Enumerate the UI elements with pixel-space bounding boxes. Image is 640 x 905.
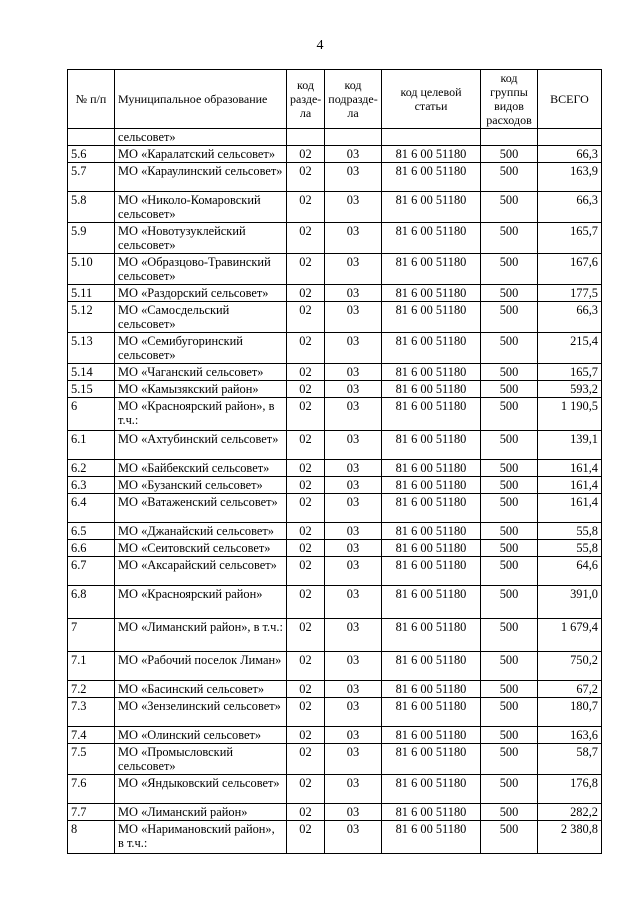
section-code: 02: [287, 775, 325, 804]
row-number: [68, 129, 115, 146]
total-amount: 391,0: [538, 586, 602, 619]
target-article-code: 81 6 00 51180: [382, 821, 481, 854]
section-code: 02: [287, 364, 325, 381]
section-code: 02: [287, 494, 325, 523]
municipality-name: МО «Сеитовский сельсовет»: [115, 540, 287, 557]
total-amount: 215,4: [538, 333, 602, 364]
subsection-code: 03: [325, 460, 382, 477]
municipality-name: МО «Николо-Комаровский сельсовет»: [115, 192, 287, 223]
subsection-code: 03: [325, 652, 382, 681]
municipality-name: МО «Камызякский район»: [115, 381, 287, 398]
expense-group-code: 500: [481, 333, 538, 364]
section-code: 02: [287, 381, 325, 398]
expense-group-code: 500: [481, 586, 538, 619]
municipality-name: МО «Ахтубинский сельсовет»: [115, 431, 287, 460]
total-amount: 64,6: [538, 557, 602, 586]
table-row: [68, 652, 602, 681]
section-code: 02: [287, 146, 325, 163]
subsection-code: 03: [325, 163, 382, 192]
subsection-code: 03: [325, 494, 382, 523]
municipality-name: МО «Образцово-Травинский сельсовет»: [115, 254, 287, 285]
page-number: 4: [316, 38, 324, 53]
municipality-name: МО «Караулинский сельсовет»: [115, 163, 287, 192]
row-number: 5.6: [68, 146, 115, 163]
municipality-name: МО «Лиманский район», в т.ч.:: [115, 619, 287, 652]
subsection-code: 03: [325, 192, 382, 223]
subsection-code: 03: [325, 254, 382, 285]
table-row: [68, 333, 602, 364]
subsection-code: 03: [325, 431, 382, 460]
expense-group-code: 500: [481, 192, 538, 223]
total-amount: 167,6: [538, 254, 602, 285]
table-row: [68, 494, 602, 523]
target-article-code: 81 6 00 51180: [382, 744, 481, 775]
section-code: 02: [287, 744, 325, 775]
table-row: [68, 557, 602, 586]
subsection-code: 03: [325, 821, 382, 854]
subsection-code: 03: [325, 727, 382, 744]
target-article-code: 81 6 00 51180: [382, 698, 481, 727]
municipality-name: МО «Красноярский район»: [115, 586, 287, 619]
table-row: [68, 775, 602, 804]
row-number: 5.12: [68, 302, 115, 333]
total-amount: 165,7: [538, 223, 602, 254]
expense-group-code: 500: [481, 460, 538, 477]
header-section: код разде-ла: [287, 70, 325, 129]
total-amount: 282,2: [538, 804, 602, 821]
total-amount: 176,8: [538, 775, 602, 804]
section-code: 02: [287, 557, 325, 586]
row-number: 5.13: [68, 333, 115, 364]
table-row: [68, 431, 602, 460]
subsection-code: 03: [325, 364, 382, 381]
row-number: 6.6: [68, 540, 115, 557]
municipality-name: МО «Каралатский сельсовет»: [115, 146, 287, 163]
total-amount: 1 190,5: [538, 398, 602, 431]
subsection-code: [325, 129, 382, 146]
total-amount: 161,4: [538, 460, 602, 477]
row-number: 5.14: [68, 364, 115, 381]
row-number: 7.3: [68, 698, 115, 727]
expense-group-code: 500: [481, 364, 538, 381]
target-article-code: 81 6 00 51180: [382, 619, 481, 652]
target-article-code: 81 6 00 51180: [382, 254, 481, 285]
target-article-code: 81 6 00 51180: [382, 727, 481, 744]
target-article-code: 81 6 00 51180: [382, 586, 481, 619]
target-article-code: [382, 129, 481, 146]
target-article-code: 81 6 00 51180: [382, 163, 481, 192]
municipality-name: МО «Байбекский сельсовет»: [115, 460, 287, 477]
row-number: 6.3: [68, 477, 115, 494]
total-amount: 161,4: [538, 494, 602, 523]
expense-group-code: 500: [481, 775, 538, 804]
subsection-code: 03: [325, 381, 382, 398]
table-row: [68, 163, 602, 192]
target-article-code: 81 6 00 51180: [382, 775, 481, 804]
subsection-code: 03: [325, 398, 382, 431]
target-article-code: 81 6 00 51180: [382, 477, 481, 494]
subsection-code: 03: [325, 744, 382, 775]
expense-group-code: 500: [481, 146, 538, 163]
expense-group-code: 500: [481, 381, 538, 398]
budget-table: [67, 69, 602, 854]
section-code: 02: [287, 652, 325, 681]
row-number: 7.7: [68, 804, 115, 821]
total-amount: 163,9: [538, 163, 602, 192]
table-row: [68, 223, 602, 254]
total-amount: 66,3: [538, 192, 602, 223]
subsection-code: 03: [325, 698, 382, 727]
total-amount: [538, 129, 602, 146]
row-number: 7.4: [68, 727, 115, 744]
target-article-code: 81 6 00 51180: [382, 398, 481, 431]
table-row: [68, 460, 602, 477]
target-article-code: 81 6 00 51180: [382, 460, 481, 477]
subsection-code: 03: [325, 586, 382, 619]
expense-group-code: 500: [481, 494, 538, 523]
target-article-code: 81 6 00 51180: [382, 523, 481, 540]
subsection-code: 03: [325, 285, 382, 302]
subsection-code: 03: [325, 775, 382, 804]
row-number: 5.10: [68, 254, 115, 285]
row-number: 6.7: [68, 557, 115, 586]
section-code: 02: [287, 223, 325, 254]
total-amount: 58,7: [538, 744, 602, 775]
expense-group-code: 500: [481, 223, 538, 254]
row-number: 7.6: [68, 775, 115, 804]
total-amount: 2 380,8: [538, 821, 602, 854]
table-row: [68, 821, 602, 854]
section-code: 02: [287, 163, 325, 192]
municipality-name: МО «Бузанский сельсовет»: [115, 477, 287, 494]
subsection-code: 03: [325, 557, 382, 586]
header-municipality: Муниципальное образование: [115, 70, 287, 129]
subsection-code: 03: [325, 523, 382, 540]
row-number: 6.8: [68, 586, 115, 619]
total-amount: 66,3: [538, 302, 602, 333]
header-subsection: код подразде-ла: [325, 70, 382, 129]
row-number: 8: [68, 821, 115, 854]
section-code: 02: [287, 460, 325, 477]
municipality-name: МО «Рабочий поселок Лиман»: [115, 652, 287, 681]
target-article-code: 81 6 00 51180: [382, 494, 481, 523]
table-row: [68, 381, 602, 398]
header-total: ВСЕГО: [538, 70, 602, 129]
expense-group-code: 500: [481, 523, 538, 540]
target-article-code: 81 6 00 51180: [382, 557, 481, 586]
row-number: 5.11: [68, 285, 115, 302]
expense-group-code: 500: [481, 163, 538, 192]
expense-group-code: 500: [481, 681, 538, 698]
table-row: [68, 477, 602, 494]
row-number: 6.2: [68, 460, 115, 477]
expense-group-code: 500: [481, 540, 538, 557]
target-article-code: 81 6 00 51180: [382, 333, 481, 364]
municipality-name: МО «Новотузуклейский сельсовет»: [115, 223, 287, 254]
total-amount: 165,7: [538, 364, 602, 381]
section-code: 02: [287, 477, 325, 494]
subsection-code: 03: [325, 477, 382, 494]
subsection-code: 03: [325, 540, 382, 557]
section-code: 02: [287, 586, 325, 619]
expense-group-code: 500: [481, 744, 538, 775]
row-number: 7.2: [68, 681, 115, 698]
municipality-name: МО «Красноярский район», в т.ч.:: [115, 398, 287, 431]
total-amount: 177,5: [538, 285, 602, 302]
municipality-name: МО «Раздорский сельсовет»: [115, 285, 287, 302]
subsection-code: 03: [325, 681, 382, 698]
target-article-code: 81 6 00 51180: [382, 652, 481, 681]
municipality-name: МО «Ватаженский сельсовет»: [115, 494, 287, 523]
table-row: [68, 146, 602, 163]
municipality-name: МО «Чаганский сельсовет»: [115, 364, 287, 381]
table-row: [68, 586, 602, 619]
section-code: 02: [287, 681, 325, 698]
municipality-name: МО «Басинский сельсовет»: [115, 681, 287, 698]
row-number: 5.9: [68, 223, 115, 254]
section-code: 02: [287, 302, 325, 333]
row-number: 7.5: [68, 744, 115, 775]
section-code: 02: [287, 523, 325, 540]
municipality-name: МО «Лиманский район»: [115, 804, 287, 821]
table-row: [68, 364, 602, 381]
expense-group-code: 500: [481, 557, 538, 586]
row-number: 5.7: [68, 163, 115, 192]
subsection-code: 03: [325, 333, 382, 364]
municipality-name: сельсовет»: [115, 129, 287, 146]
subsection-code: 03: [325, 619, 382, 652]
section-code: 02: [287, 285, 325, 302]
target-article-code: 81 6 00 51180: [382, 381, 481, 398]
target-article-code: 81 6 00 51180: [382, 146, 481, 163]
total-amount: 55,8: [538, 523, 602, 540]
target-article-code: 81 6 00 51180: [382, 364, 481, 381]
expense-group-code: 500: [481, 619, 538, 652]
target-article-code: 81 6 00 51180: [382, 431, 481, 460]
section-code: 02: [287, 254, 325, 285]
total-amount: 593,2: [538, 381, 602, 398]
municipality-name: МО «Наримановский район», в т.ч.:: [115, 821, 287, 854]
expense-group-code: 500: [481, 698, 538, 727]
expense-group-code: 500: [481, 804, 538, 821]
subsection-code: 03: [325, 804, 382, 821]
row-number: 6: [68, 398, 115, 431]
row-number: 6.4: [68, 494, 115, 523]
municipality-name: МО «Джанайский сельсовет»: [115, 523, 287, 540]
target-article-code: 81 6 00 51180: [382, 681, 481, 698]
total-amount: 180,7: [538, 698, 602, 727]
municipality-name: МО «Яндыковский сельсовет»: [115, 775, 287, 804]
target-article-code: 81 6 00 51180: [382, 223, 481, 254]
municipality-name: МО «Семибугоринский сельсовет»: [115, 333, 287, 364]
expense-group-code: 500: [481, 652, 538, 681]
row-number: 7: [68, 619, 115, 652]
municipality-name: МО «Аксарайский сельсовет»: [115, 557, 287, 586]
row-number: 5.15: [68, 381, 115, 398]
municipality-name: МО «Промысловский сельсовет»: [115, 744, 287, 775]
expense-group-code: 500: [481, 254, 538, 285]
row-number: 6.1: [68, 431, 115, 460]
subsection-code: 03: [325, 223, 382, 254]
target-article-code: 81 6 00 51180: [382, 804, 481, 821]
table-row: [68, 398, 602, 431]
expense-group-code: 500: [481, 302, 538, 333]
subsection-code: 03: [325, 302, 382, 333]
target-article-code: 81 6 00 51180: [382, 302, 481, 333]
total-amount: 163,6: [538, 727, 602, 744]
table-row: [68, 698, 602, 727]
section-code: 02: [287, 192, 325, 223]
table-row: [68, 804, 602, 821]
municipality-name: МО «Олинский сельсовет»: [115, 727, 287, 744]
section-code: 02: [287, 821, 325, 854]
total-amount: 67,2: [538, 681, 602, 698]
table-row: [68, 254, 602, 285]
header-num: № п/п: [68, 70, 115, 129]
target-article-code: 81 6 00 51180: [382, 540, 481, 557]
table-row: [68, 285, 602, 302]
expense-group-code: 500: [481, 431, 538, 460]
table-row: [68, 129, 602, 146]
expense-group-code: [481, 129, 538, 146]
table-row: [68, 192, 602, 223]
total-amount: 1 679,4: [538, 619, 602, 652]
total-amount: 161,4: [538, 477, 602, 494]
section-code: 02: [287, 431, 325, 460]
table-row: [68, 681, 602, 698]
row-number: 5.8: [68, 192, 115, 223]
row-number: 7.1: [68, 652, 115, 681]
section-code: 02: [287, 333, 325, 364]
expense-group-code: 500: [481, 477, 538, 494]
municipality-name: МО «Зензелинский сельсовет»: [115, 698, 287, 727]
section-code: [287, 129, 325, 146]
section-code: 02: [287, 727, 325, 744]
target-article-code: 81 6 00 51180: [382, 192, 481, 223]
section-code: 02: [287, 698, 325, 727]
expense-group-code: 500: [481, 285, 538, 302]
section-code: 02: [287, 804, 325, 821]
row-number: 6.5: [68, 523, 115, 540]
table-row: [68, 727, 602, 744]
total-amount: 750,2: [538, 652, 602, 681]
section-code: 02: [287, 398, 325, 431]
table-row: [68, 619, 602, 652]
subsection-code: 03: [325, 146, 382, 163]
total-amount: 55,8: [538, 540, 602, 557]
target-article-code: 81 6 00 51180: [382, 285, 481, 302]
header-expense-group: код группы видов расходов: [481, 70, 538, 129]
header-target-article: код целевой статьи: [382, 70, 481, 129]
section-code: 02: [287, 619, 325, 652]
table-row: [68, 744, 602, 775]
total-amount: 66,3: [538, 146, 602, 163]
total-amount: 139,1: [538, 431, 602, 460]
table-row: [68, 302, 602, 333]
expense-group-code: 500: [481, 821, 538, 854]
table-row: [68, 540, 602, 557]
expense-group-code: 500: [481, 727, 538, 744]
table-header-row: [68, 70, 602, 129]
expense-group-code: 500: [481, 398, 538, 431]
municipality-name: МО «Самосдельский сельсовет»: [115, 302, 287, 333]
table-row: [68, 523, 602, 540]
section-code: 02: [287, 540, 325, 557]
table-body: [68, 129, 602, 854]
